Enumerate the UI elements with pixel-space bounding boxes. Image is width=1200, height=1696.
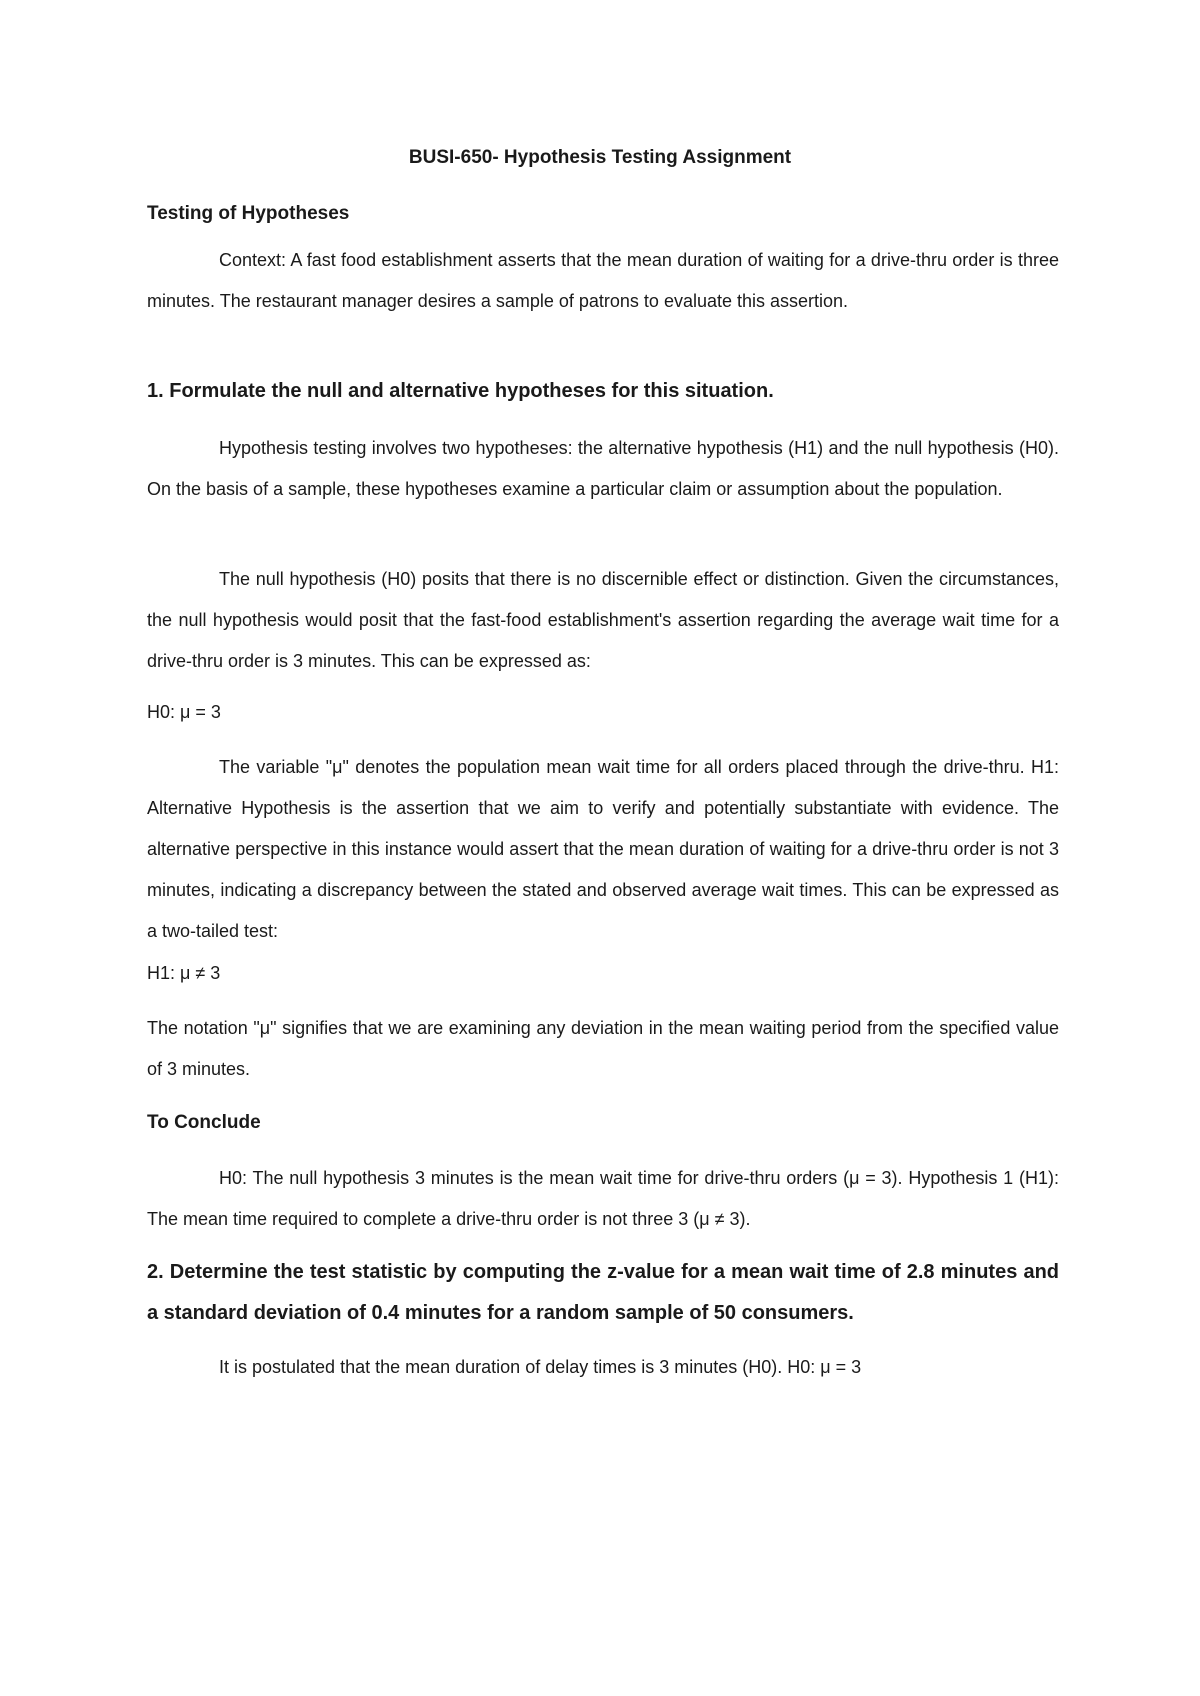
context-paragraph: Context: A fast food establishment asserts that the mean duration of waiting for a drive-thru order is three minutes. The restaurant manager desires a sample of patrons to evaluate this assertion. <box>147 250 1059 311</box>
h1-formula: H1: μ ≠ 3 <box>147 963 221 983</box>
h0-formula: H0: μ = 3 <box>147 702 221 722</box>
alternative-hypothesis-paragraph: The variable "μ" denotes the population mean wait time for all orders placed through the drive-thru. H1: Alternative Hypothesis is the assertion that we aim to verify and potentially substantiate with evidence. The alternative perspective in this instance would assert that the mean duration of waiting for a drive-thru order is not 3 minutes, indicating a discrepancy between the stated and observed average wait times. This can be expressed as a two-tailed test: <box>147 757 1059 941</box>
null-hypothesis-paragraph: The null hypothesis (H0) posits that there is no discernible effect or distinction. Given the circumstances, the null hypothesis would posit that the fast-food establishment's assertion regarding the average wait time for a drive-thru order is 3 minutes. This can be expressed as: <box>147 569 1059 671</box>
postulate-paragraph: It is postulated that the mean duration of delay times is 3 minutes (H0). H0: μ = 3 <box>219 1357 862 1377</box>
notation-paragraph: The notation "μ" signifies that we are examining any deviation in the mean waiting period from the specified value of 3 minutes. <box>147 1018 1059 1079</box>
section-heading: Testing of Hypotheses <box>147 203 350 224</box>
document-title: BUSI-650- Hypothesis Testing Assignment <box>408 147 792 168</box>
conclude-paragraph: H0: The null hypothesis 3 minutes is the mean wait time for drive-thru orders (μ = 3). Hypothesis 1 (H1): The mean time required to complete a drive-thru order is not three 3 (μ ≠ 3). <box>147 1168 1059 1229</box>
question-1-heading: 1. Formulate the null and alternative hypotheses for this situation. <box>147 380 774 402</box>
intro-paragraph: Hypothesis testing involves two hypotheses: the alternative hypothesis (H1) and the null hypothesis (H0). On the basis of a sample, these hypotheses examine a particular claim or assumption about the population. <box>147 438 1059 499</box>
question-2-heading: 2. Determine the test statistic by computing the z-value for a mean wait time of 2.8 minutes and a standard deviation of 0.4 minutes for a random sample of 50 consumers. <box>147 1261 1059 1324</box>
conclude-heading: To Conclude <box>147 1112 261 1133</box>
